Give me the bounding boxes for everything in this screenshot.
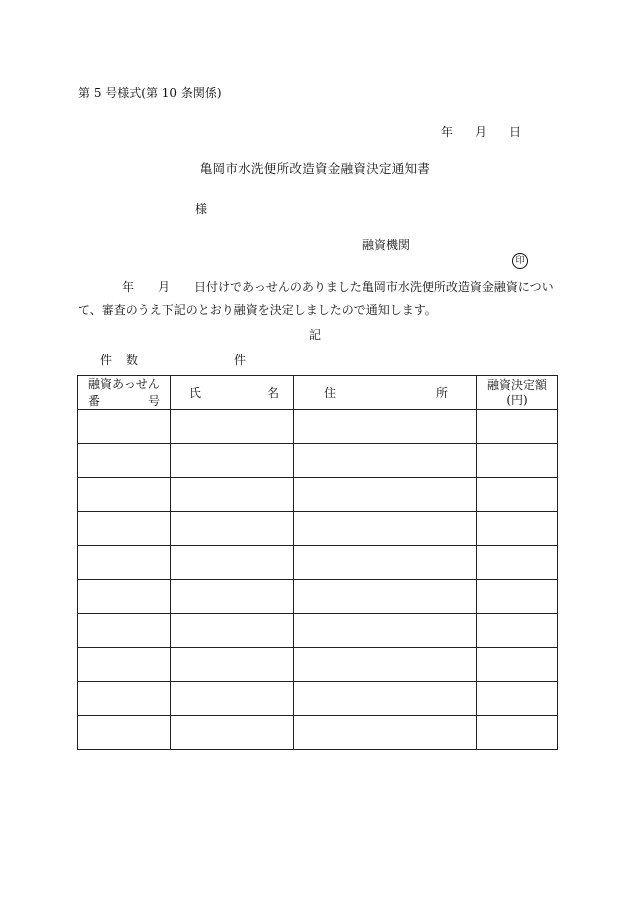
ki-heading: 記 [308, 328, 321, 342]
document-title: 亀岡市水洗便所改造資金融資決定通知書 [199, 161, 431, 176]
cell-address [294, 546, 477, 580]
cell-referral-number [78, 682, 171, 716]
table-row [78, 580, 558, 614]
loan-decision-table [77, 375, 558, 750]
header-loan-amount-line-2: (円) [506, 392, 528, 407]
seal-mark: 印 [512, 253, 528, 269]
count-label-2: 数 [126, 353, 139, 367]
cell-name [171, 444, 294, 478]
cell-referral-number [78, 410, 171, 444]
cell-loan-amount [477, 444, 558, 478]
cell-address [294, 410, 477, 444]
cell-loan-amount [477, 682, 558, 716]
cell-name [171, 410, 294, 444]
cell-loan-amount [477, 648, 558, 682]
cell-name [171, 580, 294, 614]
header-name: 氏 名 [171, 376, 294, 410]
header-referral-number [78, 376, 171, 410]
date-day-label: 日 [509, 125, 522, 139]
cell-referral-number [78, 546, 171, 580]
cell-address [294, 614, 477, 648]
count-label-1: 件 [100, 353, 113, 367]
header-loan-amount [477, 376, 558, 410]
cell-name [171, 614, 294, 648]
cell-loan-amount [477, 614, 558, 648]
cell-name [171, 716, 294, 750]
cell-loan-amount [477, 580, 558, 614]
table-row [78, 512, 558, 546]
count-unit: 件 [234, 353, 247, 367]
cell-referral-number [78, 444, 171, 478]
table-row [78, 478, 558, 512]
addressee-suffix: 様 [195, 202, 208, 216]
cell-loan-amount [477, 478, 558, 512]
body-month-label: 月 [158, 280, 171, 294]
header-referral-number-line-2: 番 号 [88, 393, 160, 408]
table-row [78, 546, 558, 580]
cell-name [171, 648, 294, 682]
cell-referral-number [78, 580, 171, 614]
cell-referral-number [78, 716, 171, 750]
cell-loan-amount [477, 716, 558, 750]
cell-referral-number [78, 478, 171, 512]
header-address: 住 所 [294, 376, 477, 410]
table-row [78, 682, 558, 716]
notice-body-line-2: て、審査のうえ下記のとおり融資を決定しましたので通知します。 [78, 303, 437, 317]
cell-address [294, 648, 477, 682]
cell-name [171, 682, 294, 716]
table-row [78, 444, 558, 478]
cell-loan-amount [477, 546, 558, 580]
date-year-label: 年 [441, 125, 454, 139]
cell-loan-amount [477, 410, 558, 444]
table-header-row [78, 376, 558, 410]
date-month-label: 月 [475, 125, 488, 139]
cell-name [171, 478, 294, 512]
body-year-label: 年 [122, 280, 135, 294]
header-referral-number-line-1: 融資あっせん [88, 376, 160, 391]
table-row [78, 614, 558, 648]
notice-body [78, 276, 558, 322]
cell-name [171, 512, 294, 546]
case-count-line [100, 351, 246, 368]
cell-referral-number [78, 648, 171, 682]
form-number: 第 5 号様式(第 10 条関係) [78, 86, 222, 100]
notice-body-line-1 [78, 276, 558, 299]
cell-address [294, 716, 477, 750]
cell-address [294, 478, 477, 512]
header-loan-amount-line-1: 融資決定額 [486, 377, 547, 392]
cell-referral-number [78, 512, 171, 546]
body-line-1-text: 日付けであっせんのありました亀岡市水洗便所改造資金融資につい [194, 280, 554, 294]
cell-referral-number [78, 614, 171, 648]
cell-name [171, 546, 294, 580]
cell-address [294, 444, 477, 478]
cell-loan-amount [477, 512, 558, 546]
cell-address [294, 682, 477, 716]
cell-address [294, 580, 477, 614]
cell-address [294, 512, 477, 546]
table-row [78, 648, 558, 682]
table-row [78, 716, 558, 750]
issuer-label: 融資機関 [362, 238, 411, 252]
date-line [441, 123, 521, 140]
table-row [78, 410, 558, 444]
